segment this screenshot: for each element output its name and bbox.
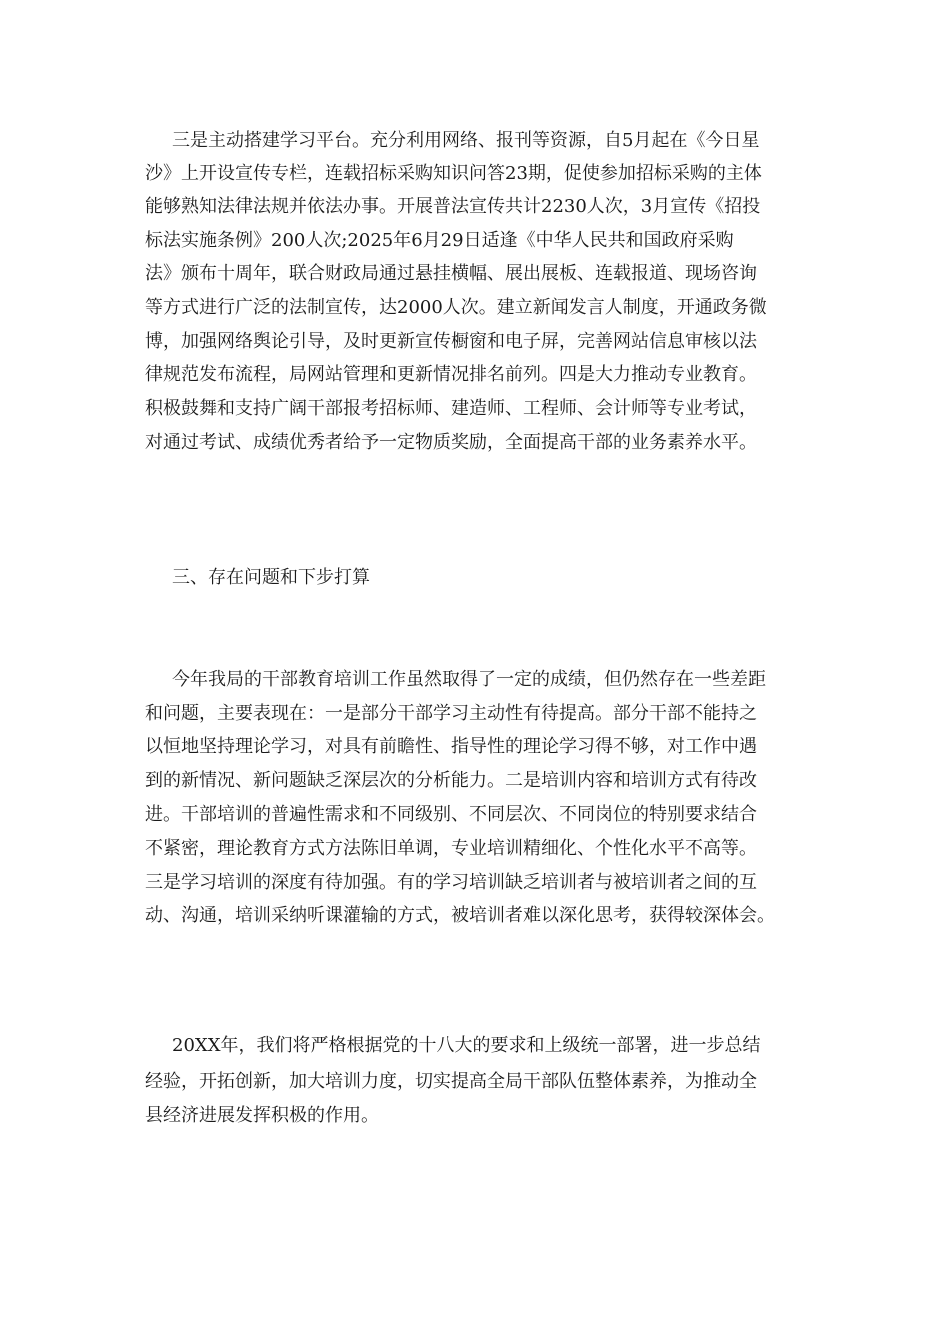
paragraph-2-line-5: 进。干部培训的普遍性需求和不同级别、不同层次、不同岗位的特别要求结合 (145, 804, 757, 825)
paragraph-2-line-6: 不紧密，理论教育方式方法陈旧单调，专业培训精细化、个性化水平不高等。 (145, 838, 757, 859)
paragraph-2-line-1: 今年我局的干部教育培训工作虽然取得了一定的成绩，但仍然存在一些差距 (172, 669, 766, 690)
paragraph-2-line-3: 以恒地坚持理论学习，对具有前瞻性、指导性的理论学习得不够，对工作中遇 (145, 736, 757, 757)
paragraph-2-line-2: 和问题，主要表现在：一是部分干部学习主动性有待提高。部分干部不能持之 (145, 703, 757, 724)
paragraph-3-line-2: 经验，开拓创新，加大培训力度，切实提高全局干部队伍整体素养，为推动全 (145, 1071, 757, 1092)
paragraph-2-line-4: 到的新情况、新问题缺乏深层次的分析能力。二是培训内容和培训方式有待改 (145, 770, 757, 791)
paragraph-1-line-2: 沙》上开设宣传专栏，连载招标采购知识问答23期，促使参加招标采购的主体 (145, 163, 762, 184)
paragraph-1-line-10: 对通过考试、成绩优秀者给予一定物质奖励，全面提高干部的业务素养水平。 (145, 432, 757, 453)
paragraph-1-line-8: 律规范发布流程，局网站管理和更新情况排名前列。四是大力推动专业教育。 (145, 364, 757, 385)
paragraph-1-line-5: 法》颁布十周年，联合财政局通过悬挂横幅、展出展板、连载报道、现场咨询 (145, 263, 757, 284)
paragraph-3-line-1: 20XX年，我们将严格根据党的十八大的要求和上级统一部署，进一步总结 (172, 1035, 761, 1056)
paragraph-1-line-1: 三是主动搭建学习平台。充分利用网络、报刊等资源，自5月起在《今日星 (172, 130, 760, 151)
paragraph-3-line-3: 县经济进展发挥积极的作用。 (145, 1105, 379, 1126)
section-heading: 三、存在问题和下步打算 (172, 567, 370, 588)
paragraph-2-line-8: 动、沟通，培训采纳听课灌输的方式，被培训者难以深化思考，获得较深体会。 (145, 905, 775, 926)
paragraph-1-line-9: 积极鼓舞和支持广阔干部报考招标师、建造师、工程师、会计师等专业考试， (145, 398, 757, 419)
paragraph-2-line-7: 三是学习培训的深度有待加强。有的学习培训缺乏培训者与被培训者之间的互 (145, 872, 757, 893)
paragraph-1-line-6: 等方式进行广泛的法制宣传，达2000人次。建立新闻发言人制度，开通政务微 (145, 297, 767, 318)
paragraph-1-line-7: 博，加强网络舆论引导，及时更新宣传橱窗和电子屏，完善网站信息审核以法 (145, 331, 757, 352)
paragraph-1-line-4: 标法实施条例》200人次;2025年6月29日适逢《中华人民共和国政府采购 (145, 230, 734, 251)
paragraph-1-line-3: 能够熟知法律法规并依法办事。开展普法宣传共计2230人次，3月宣传《招投 (145, 196, 761, 217)
